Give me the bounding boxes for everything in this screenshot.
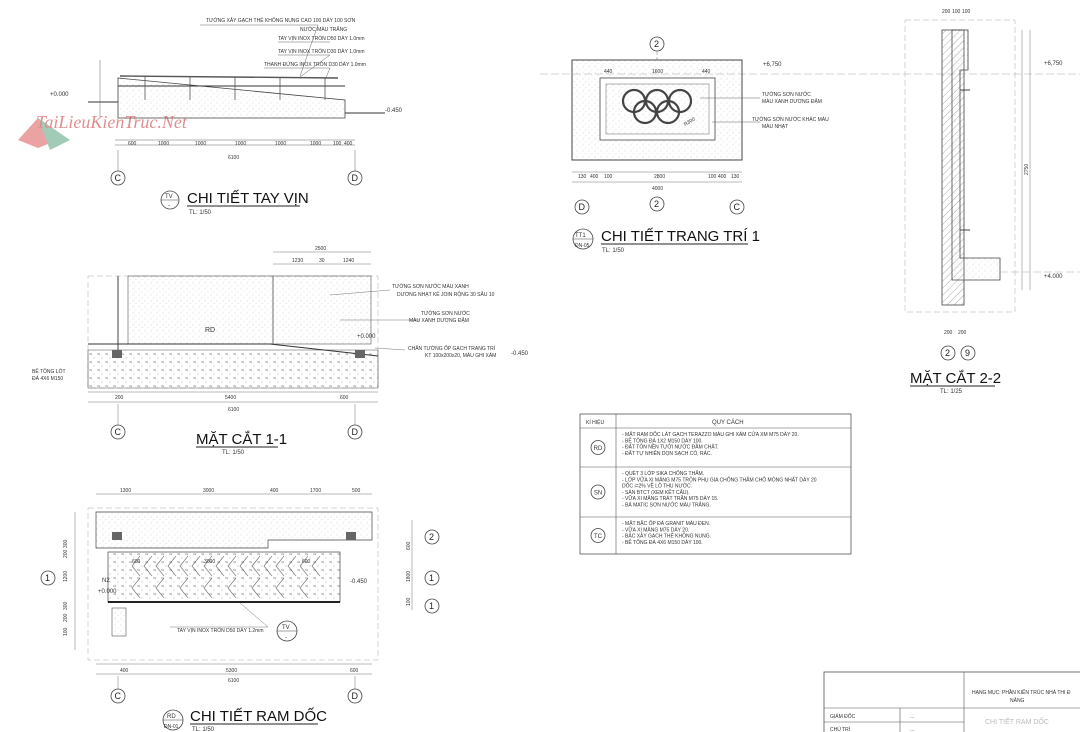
section22-scale: TL: 1/25 [940, 389, 963, 395]
decor-note: TƯỜNG SƠN NƯỚC [762, 92, 811, 98]
dim: 400 [590, 174, 599, 180]
note: BÊ TÔNG LÓT [32, 369, 66, 375]
rd-label: RD [205, 327, 216, 334]
legend-symbol: TC [594, 534, 602, 540]
dim: 100 [63, 627, 69, 636]
legend-line: DỐC i=2% VỀ LỖ THU NƯỚC. [622, 483, 693, 490]
detail-tag: RD [167, 714, 176, 720]
dim: 1300 [120, 488, 132, 494]
dim: 200 [942, 9, 951, 15]
dim: 200 [944, 330, 953, 336]
tb-category: HẠNG MỤC: PHẦN KIẾN TRÚC NHÀ THI Đ [972, 690, 1071, 696]
decor-note: MÀU XANH DƯƠNG ĐẬM [762, 99, 822, 105]
handrail-note-3: TAY VỊN INOX TRÒN D50 DÀY 1.0mm [278, 36, 365, 42]
dim: 1600 [652, 69, 664, 75]
note: DƯƠNG NHẠT KẺ JOIN RỘNG 30 SÂU 10 [397, 292, 495, 298]
ramp-scale: TL: 1/50 [192, 727, 215, 732]
decor-detail [540, 37, 1080, 254]
dim: 3000 [204, 559, 216, 565]
legend-header: QUY CÁCH [712, 420, 744, 426]
legend-table [580, 414, 851, 554]
dim: 1000 [310, 141, 322, 147]
dim: 1000 [158, 141, 170, 147]
level: -0.450 [350, 579, 368, 585]
dim: 200 [958, 330, 967, 336]
decor-note: MÀU NHẠT [762, 124, 789, 130]
legend-line: - LỚP VỮA XI MĂNG M75 TRỘN PHỤ GIA CHỐNG THẤM CHỖ MỎNG NHẤT DÀY 20 [622, 477, 817, 484]
handrail-title: CHI TIẾT TAY VỊN [187, 190, 309, 207]
dim: 200 [115, 395, 124, 401]
decor-level: +6,750 [763, 62, 782, 68]
dim: 600 [350, 668, 359, 674]
dim: 600 [406, 541, 412, 550]
detail-tag: TT1 [575, 233, 586, 239]
note: KT 100x200x20, MÀU GHI XÁM [425, 353, 497, 359]
note: TƯỜNG SƠN NƯỚC MÀU XANH [392, 284, 469, 290]
dim: 600 [132, 559, 141, 565]
dim: 1700 [310, 488, 322, 494]
dim: 1000 [235, 141, 247, 147]
dim: 500 [352, 488, 361, 494]
dim: 1000 [195, 141, 207, 147]
section11-title: MẶT CẮT 1-1 [196, 431, 288, 448]
legend-line: - BẢ MATIC SƠN NƯỚC MÀU TRẮNG. [622, 502, 711, 509]
detail-tag-sub: - [285, 635, 287, 641]
dim: 400 [718, 174, 727, 180]
handrail-dims [128, 141, 353, 161]
tb-drawing-name: CHI TIẾT RAM DỐC [985, 719, 1049, 726]
legend-line: - VỮA XI MĂNG M75 DÀY 20. [622, 527, 690, 534]
level-bottom: +4.000 [1044, 274, 1063, 280]
axis-label: C [733, 202, 740, 212]
axis-label: 2 [654, 199, 660, 209]
handrail-note-2: NƯỚC MÀU TRẮNG [300, 27, 348, 33]
handrail-level-left: +0.000 [50, 92, 69, 98]
legend-line: - ĐẤT TỰ NHIÊN DỌN SẠCH CỎ, RÁC. [622, 450, 712, 457]
detail-tag-sub: ĐN-05 [575, 243, 590, 249]
dim: 600 [128, 141, 137, 147]
level: +0.000 [357, 334, 376, 340]
dim-total: 6100 [228, 407, 240, 413]
dim: 600 [302, 559, 311, 565]
dim: 100 [333, 141, 342, 147]
level: +0.000 [98, 589, 117, 595]
dim: 100 [604, 174, 613, 180]
section11-scale: TL: 1/50 [222, 450, 245, 456]
dim: 200 [63, 613, 69, 622]
decor-scale: TL: 1/50 [602, 248, 625, 254]
handrail-scale: TL: 1/50 [189, 210, 212, 216]
dim: 2500 [315, 246, 327, 252]
handrail-note-5: THANH ĐỨNG INOX TRÒN D30 DÀY 1.0mm [264, 62, 366, 68]
axis-label: 1 [429, 601, 435, 611]
axis-label: 2 [945, 348, 951, 358]
dim: 440 [604, 69, 613, 75]
axis-label: D [578, 202, 585, 212]
dim-total: 4000 [652, 186, 664, 192]
legend-symbol: RD [593, 446, 603, 452]
legend-line: - BÊ TÔNG ĐÁ 4X6 M150 DÀY 100. [622, 539, 703, 546]
dim: 3000 [203, 488, 215, 494]
decor-title: CHI TIẾT TRANG TRÍ 1 [601, 228, 760, 245]
tb-row-director: GIÁM ĐỐC [830, 714, 856, 720]
level-top: +6,750 [1044, 61, 1063, 67]
dim: 400 [270, 488, 279, 494]
watermark-text: TaiLieuKienTruc.Net [36, 112, 187, 132]
dim: 100 [952, 9, 961, 15]
tb-dots: ... [910, 714, 915, 720]
note: MÀU XANH DƯƠNG ĐẬM [409, 318, 469, 324]
ramp-title: CHI TIẾT RAM DỐC [190, 708, 327, 725]
detail-tag: TV [282, 625, 290, 631]
dim: 600 [340, 395, 349, 401]
dim: 300 [63, 601, 69, 610]
dim: 440 [702, 69, 711, 75]
handrail-level-right: -0.450 [385, 108, 403, 114]
ramp-plan [41, 488, 439, 732]
axis-label: 2 [654, 39, 660, 49]
handrail-note-1: TƯỜNG XÂY GẠCH THẺ KHÔNG NUNG CAO 100 DÀY 100 SƠN [206, 18, 356, 24]
legend-line: - QUÉT 3 LỚP SIKA CHỐNG THẤM. [622, 471, 705, 477]
legend-header: KÍ HIỆU [586, 420, 605, 426]
section-1-1 [32, 246, 529, 456]
title-block [824, 672, 1080, 732]
dim-total: 6100 [228, 155, 240, 161]
handrail-note-4: TAY VỊN INOX TRÒN D30 DÀY 1.0mm [278, 49, 365, 55]
label-n2: N2 [102, 578, 110, 584]
axis-label: 1 [45, 573, 51, 583]
legend-line: - BẬC XÂY GẠCH THẺ KHÔNG NUNG. [622, 533, 711, 540]
tb-category2: NĂNG [1010, 698, 1025, 704]
dim: 1200 [63, 570, 69, 582]
axis-label: D [351, 173, 358, 183]
dim: 130 [578, 174, 587, 180]
legend-line: - BÊ TÔNG ĐÁ 1X2 M150 DÀY 100. [622, 438, 703, 445]
section22-title: MẶT CẮT 2-2 [910, 370, 1002, 387]
dim: 130 [731, 174, 740, 180]
dim: 100 [962, 9, 971, 15]
dim: 1800 [406, 570, 412, 582]
detail-tag-sub: ĐN-01 [164, 724, 179, 730]
dim: 100 [406, 597, 412, 606]
dim: 2800 [654, 174, 666, 180]
dim: 1230 [292, 258, 304, 264]
dim: 400 [344, 141, 353, 147]
dim: 1000 [275, 141, 287, 147]
dim: 2750 [1024, 163, 1030, 175]
legend-line: - ĐẤT TÔN NỀN TƯỚI NƯỚC ĐẦM CHẶT. [622, 444, 719, 451]
note: TAY VỊN INOX TRÒN D50 DÀY 1.2mm [177, 628, 264, 634]
legend-line: - MẶT BẬC ỐP ĐÁ GRANIT MÀU ĐEN. [622, 521, 711, 527]
section-2-2 [905, 9, 1080, 395]
dim-total: 6100 [228, 678, 240, 684]
legend-symbol: SN [593, 490, 603, 497]
axis-label: D [351, 427, 358, 437]
note: ĐÁ 4X6 M150 [32, 376, 64, 382]
tb-row-lead: CHỦ TRÌ [830, 727, 851, 732]
dim: 300 [63, 539, 69, 548]
dim: 30 [319, 258, 325, 264]
legend-line: - MẶT RAM DỐC LÁT GẠCH TERAZZO MÀU GHI XÁM CỬA XM M75 DÀY 20. [622, 432, 799, 438]
note: CHÂN TƯỜNG ỐP GẠCH TRANG TRÍ [408, 346, 496, 352]
axis-label: D [351, 691, 358, 701]
dim: 5400 [225, 395, 237, 401]
detail-tag-sub: - [168, 203, 170, 209]
legend-line: - SÀN BTCT (XEM KẾT CẤU). [622, 489, 690, 496]
decor-note: TƯỜNG SƠN NƯỚC KHÁC MÀU [752, 117, 829, 123]
detail-tag: TV [165, 194, 173, 200]
axis-label: C [114, 173, 121, 183]
tb-dots: ... [910, 727, 915, 732]
dim: 100 [708, 174, 717, 180]
axis-label: C [114, 427, 121, 437]
axis-label: 2 [429, 532, 435, 542]
ring-label: R300 [683, 116, 697, 128]
legend-line: - VỮA XI MĂNG TRÁT TRẦN M75 DÀY 15. [622, 496, 719, 503]
level: -0.450 [511, 351, 529, 357]
note: TƯỜNG SƠN NƯỚC [421, 311, 470, 317]
dim: 1240 [343, 258, 355, 264]
axis-label: C [114, 691, 121, 701]
dim: 400 [120, 668, 129, 674]
dim: 200 [63, 549, 69, 558]
axis-label: 1 [429, 573, 435, 583]
axis-label: 9 [965, 348, 971, 358]
dim: 5300 [226, 668, 238, 674]
